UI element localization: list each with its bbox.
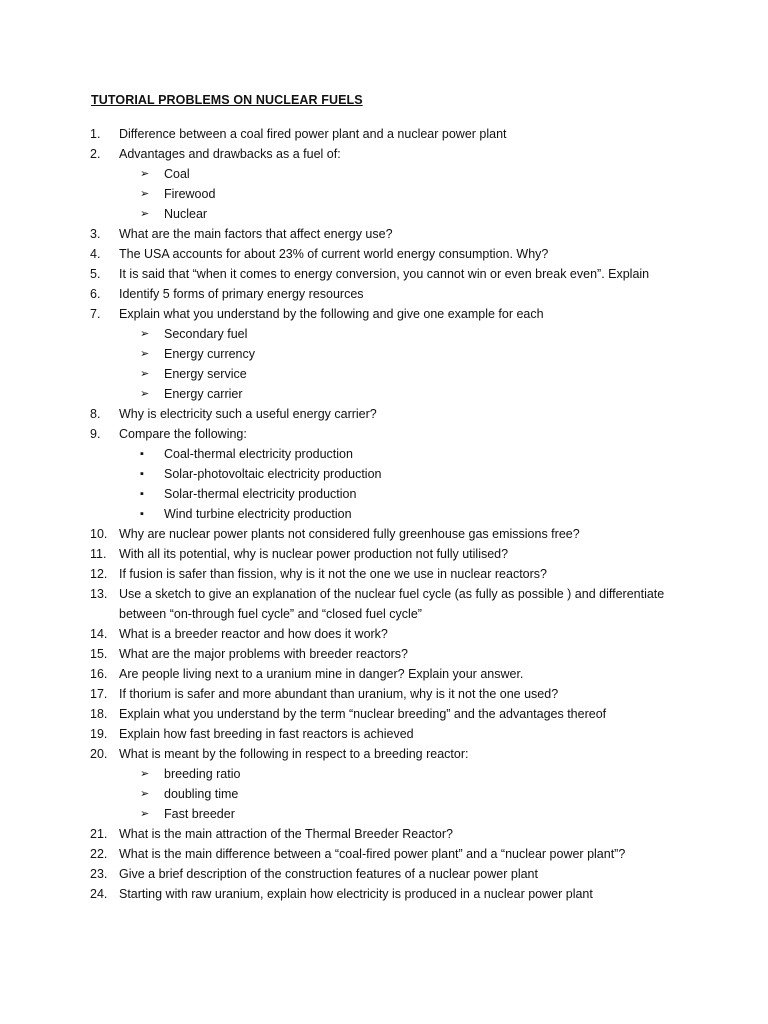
- question-number: 1.: [90, 127, 101, 141]
- sub-item: [0, 444, 768, 464]
- question-7: [0, 304, 768, 324]
- question-20: [0, 744, 768, 764]
- question-number: 16.: [90, 667, 108, 681]
- question-number: 13.: [90, 587, 108, 601]
- question-number: 9.: [90, 427, 101, 441]
- sub-item-text: Energy carrier: [164, 387, 243, 401]
- arrow-bullet-icon: ➢: [140, 368, 150, 380]
- question-10: [0, 524, 768, 544]
- question-text: What is the main attraction of the Thermal Breeder Reactor?: [119, 827, 453, 841]
- question-number: 18.: [90, 707, 108, 721]
- question-22: [0, 844, 768, 864]
- question-19: [0, 724, 768, 744]
- question-12: [0, 564, 768, 584]
- question-text: Are people living next to a uranium mine in danger? Explain your answer.: [119, 667, 524, 681]
- question-13: [0, 584, 768, 604]
- arrow-bullet-icon: ➢: [140, 168, 150, 180]
- sub-item: [0, 464, 768, 484]
- question-21: [0, 824, 768, 844]
- question-list: [0, 124, 768, 904]
- arrow-bullet-icon: ➢: [140, 348, 150, 360]
- sub-item-text: Firewood: [164, 187, 216, 201]
- question-16: [0, 664, 768, 684]
- question-number: 14.: [90, 627, 108, 641]
- question-number: 5.: [90, 267, 101, 281]
- sub-item-text: Energy service: [164, 367, 247, 381]
- sub-item-text: Solar-thermal electricity production: [164, 487, 357, 501]
- question-text: If fusion is safer than fission, why is it not the one we use in nuclear reactors?: [119, 567, 547, 581]
- question-text: Difference between a coal fired power plant and a nuclear power plant: [119, 127, 507, 141]
- question-4: [0, 244, 768, 264]
- question-text: With all its potential, why is nuclear power production not fully utilised?: [119, 547, 509, 561]
- question-number: 6.: [90, 287, 101, 301]
- question-text: Use a sketch to give an explanation of the nuclear fuel cycle (as fully as possible ) and differentiate: [119, 587, 665, 601]
- arrow-bullet-icon: ➢: [140, 208, 150, 220]
- question-number: 8.: [90, 407, 101, 421]
- question-text: What are the major problems with breeder reactors?: [119, 647, 409, 661]
- question-2: [0, 144, 768, 164]
- question-number: 20.: [90, 747, 108, 761]
- question-text: What is the main difference between a “coal-fired power plant” and a “nuclear power plant”?: [119, 847, 626, 861]
- question-text: Explain how fast breeding in fast reactors is achieved: [119, 727, 414, 741]
- sub-item-text: Coal: [164, 167, 190, 181]
- question-6: [0, 284, 768, 304]
- sub-item-text: Wind turbine electricity production: [164, 507, 352, 521]
- question-number: 2.: [90, 147, 101, 161]
- question-number: 17.: [90, 687, 108, 701]
- question-number: 19.: [90, 727, 108, 741]
- question-text: Compare the following:: [119, 427, 247, 441]
- sub-item: [0, 484, 768, 504]
- sub-item-text: doubling time: [164, 787, 239, 801]
- question-text: It is said that “when it comes to energy conversion, you cannot win or even break even”. Explain: [119, 267, 650, 281]
- arrow-bullet-icon: ➢: [140, 768, 150, 780]
- question-18: [0, 704, 768, 724]
- arrow-bullet-icon: ➢: [140, 328, 150, 340]
- question-text: Explain what you understand by the following and give one example for each: [119, 307, 544, 321]
- sub-item-text: Secondary fuel: [164, 327, 248, 341]
- sub-item-text: Fast breeder: [164, 807, 235, 821]
- arrow-bullet-icon: ➢: [140, 388, 150, 400]
- question-text: What are the main factors that affect energy use?: [119, 227, 393, 241]
- sub-item: [0, 184, 768, 204]
- question-text: Starting with raw uranium, explain how electricity is produced in a nuclear power plant: [119, 887, 593, 901]
- question-number: 15.: [90, 647, 108, 661]
- question-3: [0, 224, 768, 244]
- question-number: 4.: [90, 247, 101, 261]
- sub-item: [0, 164, 768, 184]
- sub-item-text: Coal-thermal electricity production: [164, 447, 353, 461]
- question-14: [0, 624, 768, 644]
- question-number: 21.: [90, 827, 108, 841]
- question-number: 22.: [90, 847, 108, 861]
- sub-item: [0, 784, 768, 804]
- question-text: What is a breeder reactor and how does it work?: [119, 627, 388, 641]
- question-number: 12.: [90, 567, 108, 581]
- question-24: [0, 884, 768, 904]
- sub-item: [0, 504, 768, 524]
- sub-item: [0, 344, 768, 364]
- sub-item: [0, 764, 768, 784]
- question-text: If thorium is safer and more abundant than uranium, why is it not the one used?: [119, 687, 559, 701]
- square-bullet-icon: ▪: [140, 488, 144, 500]
- question-number: 7.: [90, 307, 101, 321]
- sub-item: [0, 384, 768, 404]
- question-8: [0, 404, 768, 424]
- arrow-bullet-icon: ➢: [140, 808, 150, 820]
- sub-item-text: Solar-photovoltaic electricity production: [164, 467, 382, 481]
- square-bullet-icon: ▪: [140, 448, 144, 460]
- sub-item: [0, 324, 768, 344]
- question-11: [0, 544, 768, 564]
- sub-item-text: breeding ratio: [164, 767, 241, 781]
- sub-item: [0, 804, 768, 824]
- sub-item: [0, 364, 768, 384]
- question-text: Why are nuclear power plants not considered fully greenhouse gas emissions free?: [119, 527, 580, 541]
- sub-item: [0, 204, 768, 224]
- question-number: 10.: [90, 527, 108, 541]
- question-13-continuation: [0, 604, 768, 624]
- question-text: Explain what you understand by the term “nuclear breeding” and the advantages thereof: [119, 707, 607, 721]
- question-number: 11.: [90, 547, 107, 561]
- question-23: [0, 864, 768, 884]
- square-bullet-icon: ▪: [140, 508, 144, 520]
- question-text: Why is electricity such a useful energy carrier?: [119, 407, 377, 421]
- question-1: [0, 124, 768, 144]
- question-number: 23.: [90, 867, 108, 881]
- question-9: [0, 424, 768, 444]
- question-text: Advantages and drawbacks as a fuel of:: [119, 147, 341, 161]
- question-17: [0, 684, 768, 704]
- question-text: The USA accounts for about 23% of current world energy consumption. Why?: [119, 247, 549, 261]
- question-text: What is meant by the following in respect to a breeding reactor:: [119, 747, 469, 761]
- question-number: 3.: [90, 227, 101, 241]
- question-text: Identify 5 forms of primary energy resources: [119, 287, 364, 301]
- question-5: [0, 264, 768, 284]
- arrow-bullet-icon: ➢: [140, 188, 150, 200]
- arrow-bullet-icon: ➢: [140, 788, 150, 800]
- question-15: [0, 644, 768, 664]
- question-text-continued: between “on-through fuel cycle” and “closed fuel cycle”: [119, 607, 422, 621]
- sub-item-text: Energy currency: [164, 347, 256, 361]
- sub-item-text: Nuclear: [164, 207, 208, 221]
- square-bullet-icon: ▪: [140, 468, 144, 480]
- document-title: TUTORIAL PROBLEMS ON NUCLEAR FUELS: [91, 93, 363, 107]
- question-number: 24.: [90, 887, 108, 901]
- question-text: Give a brief description of the construction features of a nuclear power plant: [119, 867, 538, 881]
